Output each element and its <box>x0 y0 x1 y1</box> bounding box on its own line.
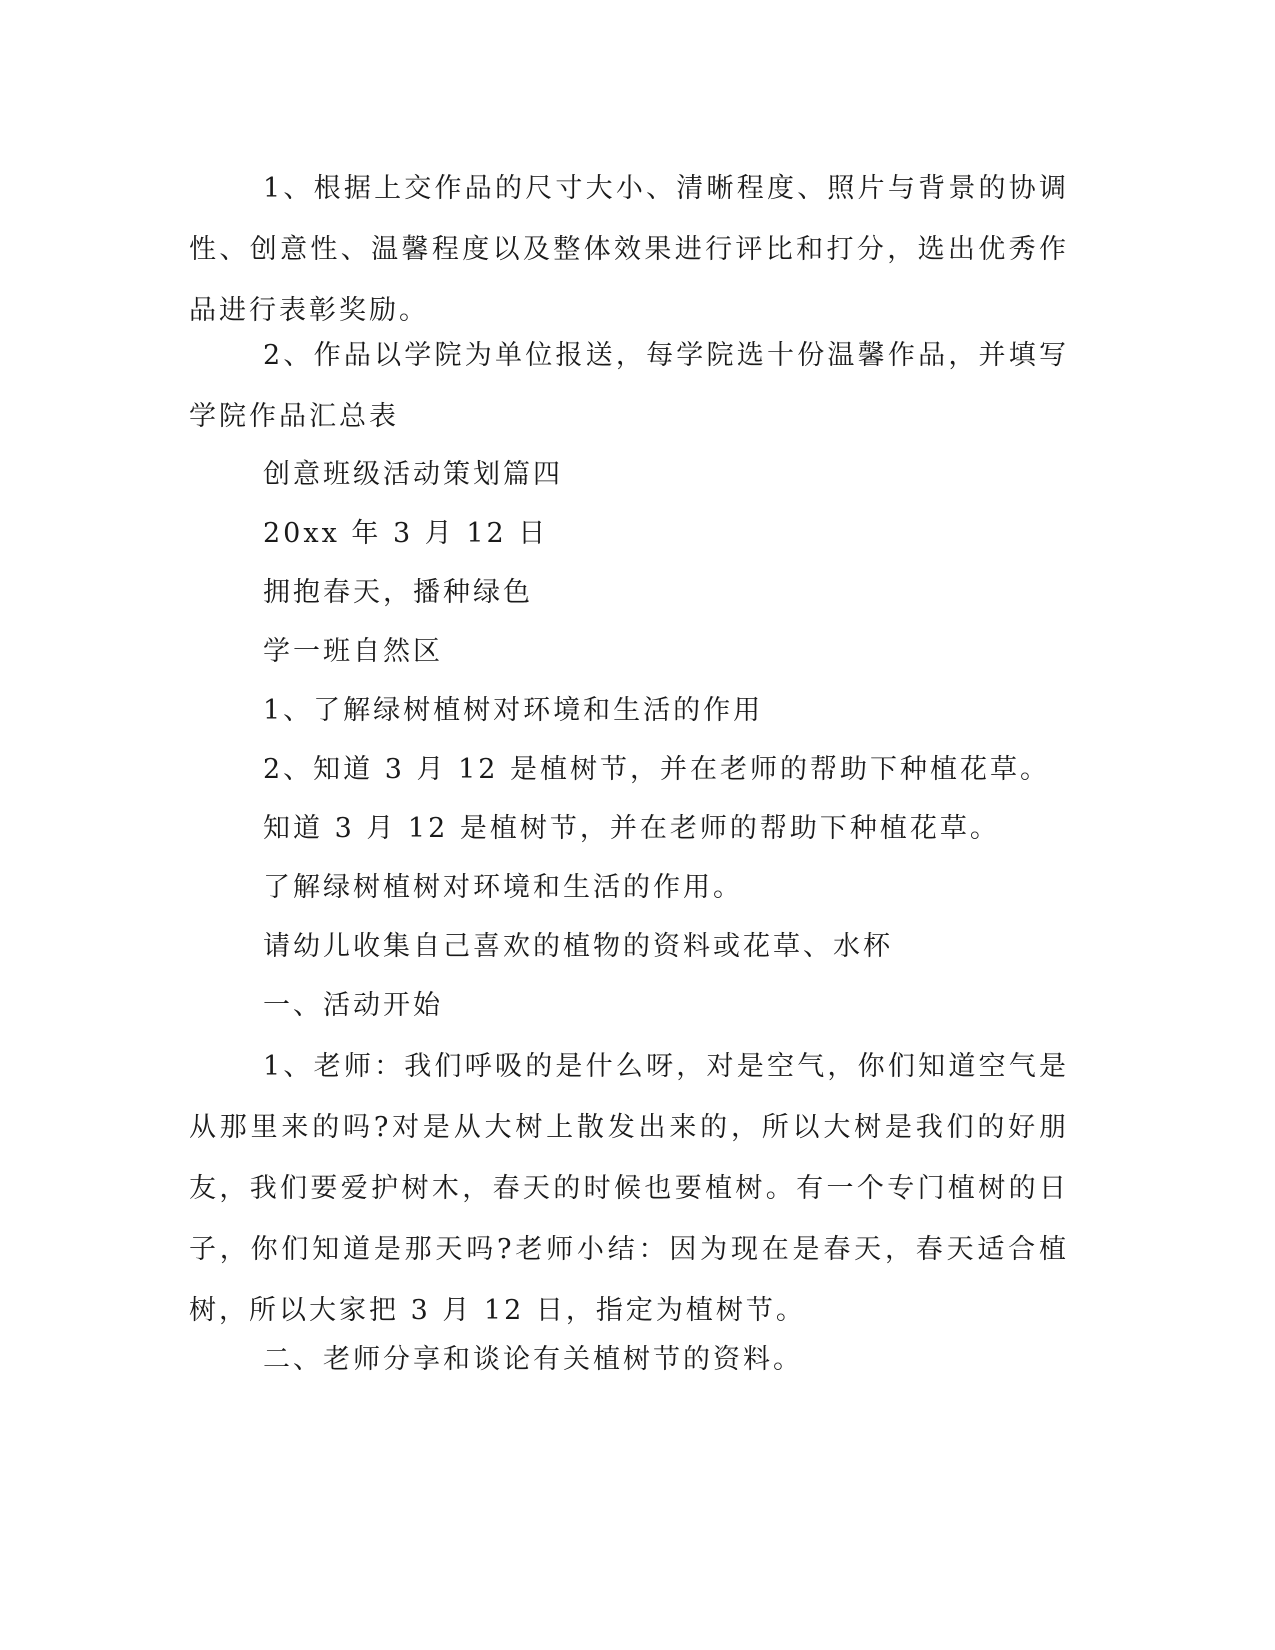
goal-item-1: 1、了解绿树植树对环境和生活的作用 <box>263 695 764 726</box>
goal-item-2: 2、知道 3 月 12 是植树节，并在老师的帮助下种植花草。 <box>263 754 1051 785</box>
paragraph-submission-rules: 2、作品以学院为单位报送，每学院选十份温馨作品，并填写学院作品汇总表 <box>189 340 1069 432</box>
process-heading-2: 二、老师分享和谈论有关植树节的资料。 <box>263 1344 803 1375</box>
activity-location: 学一班自然区 <box>263 636 443 667</box>
paragraph-teacher-dialogue: 1、老师：我们呼吸的是什么呀，对是空气，你们知道空气是从那里来的吗?对是从大树上散发出来的，所以大树是我们的好朋友，我们要爱护树木，春天的时候也要植树。有一个专门植树的日子，你们知道是那天吗?老师小结：因为现在是春天，春天适合植树，所以大家把 3 月 12 日，指定为植树节。 <box>189 1051 1069 1326</box>
preparation: 请幼儿收集自己喜欢的植物的资料或花草、水杯 <box>263 931 893 962</box>
activity-date: 20xx 年 3 月 12 日 <box>263 518 549 549</box>
activity-theme: 拥抱春天，播种绿色 <box>263 577 533 608</box>
difficult-point: 了解绿树植树对环境和生活的作用。 <box>263 872 743 903</box>
paragraph-evaluation-criteria: 1、根据上交作品的尺寸大小、清晰程度、照片与背景的协调性、创意性、温馨程度以及整体效果进行评比和打分，选出优秀作品进行表彰奖励。 <box>189 173 1069 326</box>
process-heading-1: 一、活动开始 <box>263 990 443 1021</box>
section-heading: 创意班级活动策划篇四 <box>263 459 563 490</box>
key-point: 知道 3 月 12 是植树节，并在老师的帮助下种植花草。 <box>263 813 1000 844</box>
